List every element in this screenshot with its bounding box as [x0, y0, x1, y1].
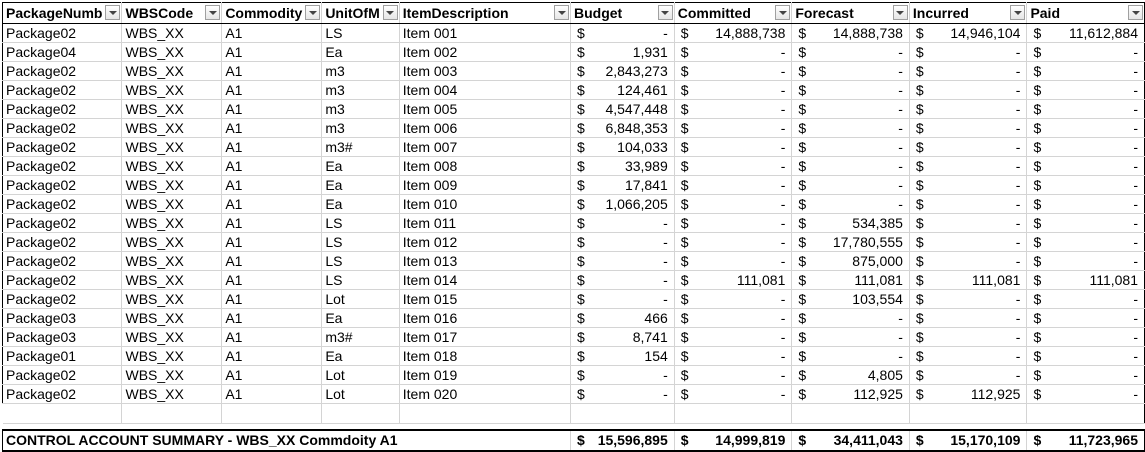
cell-incurred[interactable]: $ - [909, 81, 1027, 100]
cell-com[interactable]: A1 [222, 157, 322, 176]
cell-incurred[interactable]: $ - [909, 328, 1027, 347]
cell-committed[interactable]: $ - [674, 43, 792, 62]
table-row[interactable] [3, 43, 1145, 62]
table-row[interactable] [3, 309, 1145, 328]
cell-pkg[interactable]: Package02 [3, 176, 122, 195]
cell-forecast[interactable]: $ - [792, 138, 910, 157]
cell-wbs[interactable]: WBS_XX [122, 43, 222, 62]
table-row[interactable] [3, 233, 1145, 252]
cell-com[interactable]: A1 [222, 214, 322, 233]
table-row[interactable] [3, 385, 1145, 404]
cell-item[interactable]: Item 020 [399, 385, 570, 404]
cell-forecast[interactable]: $ 103,554 [792, 290, 910, 309]
cell-item[interactable]: Item 009 [399, 176, 570, 195]
cell-com[interactable]: A1 [222, 271, 322, 290]
cell-incurred[interactable]: $ - [909, 157, 1027, 176]
cell-wbs[interactable]: WBS_XX [122, 24, 222, 43]
cell-committed[interactable]: $ - [674, 100, 792, 119]
table-row[interactable] [3, 138, 1145, 157]
cell-item[interactable]: Item 007 [399, 138, 570, 157]
cell-item[interactable]: Item 017 [399, 328, 570, 347]
cell-paid[interactable]: $ - [1027, 290, 1145, 309]
column-header-label: Incurred [912, 5, 969, 21]
column-header[interactable] [571, 3, 675, 24]
header-row [3, 3, 1145, 24]
cell-forecast[interactable]: $ 875,000 [792, 252, 910, 271]
column-header-label: ItemDescription [402, 5, 509, 21]
cell-wbs[interactable]: WBS_XX [122, 271, 222, 290]
cell-incurred[interactable]: $ 112,925 [909, 385, 1027, 404]
column-header[interactable] [674, 3, 792, 24]
cell-pkg[interactable]: Package02 [3, 233, 122, 252]
column-header[interactable] [1027, 3, 1145, 24]
cell-budget[interactable]: $ 2,843,273 [571, 62, 675, 81]
cell-forecast[interactable]: $ - [792, 157, 910, 176]
cell-paid[interactable]: $ - [1027, 214, 1145, 233]
cell-paid[interactable]: $ - [1027, 62, 1145, 81]
cell-pkg[interactable]: Package03 [3, 309, 122, 328]
cell-budget[interactable]: $ - [571, 366, 675, 385]
table-row[interactable] [3, 328, 1145, 347]
column-header-label: Commodity [225, 5, 303, 21]
cell-incurred[interactable]: $ - [909, 290, 1027, 309]
summary-committed[interactable]: $ 14,999,819 [674, 430, 792, 451]
cell-forecast[interactable]: $ - [792, 347, 910, 366]
cell-com[interactable]: A1 [222, 195, 322, 214]
cell-budget[interactable]: $ 17,841 [571, 176, 675, 195]
cell-unit[interactable]: m3 [322, 100, 399, 119]
cell-com[interactable]: A1 [222, 347, 322, 366]
cell-com[interactable]: A1 [222, 100, 322, 119]
summary-forecast[interactable]: $ 34,411,043 [792, 430, 910, 451]
cell-paid[interactable]: $ - [1027, 328, 1145, 347]
cell-paid[interactable]: $ - [1027, 176, 1145, 195]
cell-unit[interactable]: LS [322, 271, 399, 290]
cell-item[interactable]: Item 005 [399, 100, 570, 119]
filter-dropdown-icon[interactable] [305, 5, 320, 20]
cell-incurred[interactable]: $ - [909, 347, 1027, 366]
cell-budget[interactable]: $ - [571, 24, 675, 43]
table-row[interactable] [3, 24, 1145, 43]
cell-committed[interactable]: $ - [674, 366, 792, 385]
column-header-label: UnitOfM [325, 5, 380, 21]
cell-paid[interactable]: $ 111,081 [1027, 271, 1145, 290]
cell-item[interactable]: Item 012 [399, 233, 570, 252]
cell-wbs[interactable]: WBS_XX [122, 290, 222, 309]
cell-item[interactable]: Item 019 [399, 366, 570, 385]
table-row[interactable] [3, 195, 1145, 214]
cell-budget[interactable]: $ 104,033 [571, 138, 675, 157]
cell-budget[interactable]: $ 1,066,205 [571, 195, 675, 214]
column-header[interactable] [122, 3, 222, 24]
cell-paid[interactable]: $ - [1027, 43, 1145, 62]
cell-item[interactable]: Item 010 [399, 195, 570, 214]
cell-com[interactable]: A1 [222, 62, 322, 81]
cell-paid[interactable]: $ 11,612,884 [1027, 24, 1145, 43]
cell-unit[interactable]: Ea [322, 43, 399, 62]
cell-forecast[interactable]: $ - [792, 43, 910, 62]
cell-item[interactable]: Item 011 [399, 214, 570, 233]
filter-dropdown-icon[interactable] [554, 5, 569, 20]
cell-pkg[interactable]: Package02 [3, 252, 122, 271]
cell-pkg[interactable]: Package02 [3, 24, 122, 43]
filter-dropdown-icon[interactable] [775, 5, 790, 20]
cell-pkg[interactable]: Package02 [3, 62, 122, 81]
cell-item[interactable]: Item 006 [399, 119, 570, 138]
table-row[interactable] [3, 271, 1145, 290]
filter-dropdown-icon[interactable] [658, 5, 673, 20]
filter-dropdown-icon[interactable] [205, 5, 220, 20]
cell-item[interactable]: Item 003 [399, 62, 570, 81]
table-row[interactable] [3, 81, 1145, 100]
cell-incurred[interactable]: $ - [909, 195, 1027, 214]
cell-budget[interactable]: $ 1,931 [571, 43, 675, 62]
column-header[interactable] [222, 3, 322, 24]
cell-com[interactable]: A1 [222, 176, 322, 195]
cell-pkg[interactable]: Package02 [3, 271, 122, 290]
cell-pkg[interactable]: Package02 [3, 81, 122, 100]
cell-pkg[interactable]: Package01 [3, 347, 122, 366]
cell-budget[interactable]: $ 154 [571, 347, 675, 366]
cell-com[interactable]: A1 [222, 233, 322, 252]
filter-dropdown-icon[interactable] [383, 5, 398, 20]
cell-incurred[interactable]: $ - [909, 366, 1027, 385]
cell-com[interactable]: A1 [222, 385, 322, 404]
cell-forecast[interactable]: $ - [792, 100, 910, 119]
cell-unit[interactable]: Lot [322, 385, 399, 404]
cell-wbs[interactable]: WBS_XX [122, 157, 222, 176]
cell-paid[interactable]: $ - [1027, 138, 1145, 157]
column-header-label: Paid [1030, 5, 1061, 21]
cell-wbs[interactable]: WBS_XX [122, 366, 222, 385]
cell-unit[interactable]: Ea [322, 195, 399, 214]
cell-incurred[interactable]: $ - [909, 138, 1027, 157]
cell-paid[interactable]: $ - [1027, 366, 1145, 385]
cell-unit[interactable]: m3# [322, 138, 399, 157]
cell-wbs[interactable]: WBS_XX [122, 214, 222, 233]
cell-unit[interactable]: LS [322, 24, 399, 43]
summary-incurred[interactable]: $ 15,170,109 [909, 430, 1027, 451]
cell-com[interactable]: A1 [222, 366, 322, 385]
cell-paid[interactable]: $ - [1027, 309, 1145, 328]
cell-wbs[interactable]: WBS_XX [122, 81, 222, 100]
cell-unit[interactable]: m3 [322, 62, 399, 81]
cell-paid[interactable]: $ - [1027, 119, 1145, 138]
cell-incurred[interactable]: $ 111,081 [909, 271, 1027, 290]
cell-incurred[interactable]: $ - [909, 119, 1027, 138]
cell-committed[interactable]: $ - [674, 62, 792, 81]
cell-budget[interactable]: $ 466 [571, 309, 675, 328]
cell-wbs[interactable]: WBS_XX [122, 309, 222, 328]
table-row[interactable] [3, 62, 1145, 81]
cell-item[interactable]: Item 004 [399, 81, 570, 100]
cell-paid[interactable]: $ - [1027, 100, 1145, 119]
cell-committed[interactable]: $ - [674, 385, 792, 404]
table-row[interactable] [3, 347, 1145, 366]
cell-com[interactable]: A1 [222, 81, 322, 100]
cell-committed[interactable]: $ - [674, 328, 792, 347]
cell-wbs[interactable]: WBS_XX [122, 62, 222, 81]
cell-committed[interactable]: $ - [674, 252, 792, 271]
cell-forecast[interactable]: $ 17,780,555 [792, 233, 910, 252]
cell-pkg[interactable]: Package04 [3, 43, 122, 62]
column-header[interactable] [909, 3, 1027, 24]
cell-com[interactable]: A1 [222, 290, 322, 309]
cell-budget[interactable]: $ 33,989 [571, 157, 675, 176]
cell-incurred[interactable]: $ - [909, 233, 1027, 252]
cell-com[interactable]: A1 [222, 138, 322, 157]
cell-pkg[interactable]: Package02 [3, 214, 122, 233]
cell-unit[interactable]: m3# [322, 328, 399, 347]
cell-incurred[interactable]: $ - [909, 43, 1027, 62]
cell-unit[interactable]: m3 [322, 81, 399, 100]
filter-dropdown-icon[interactable] [1010, 5, 1025, 20]
cell-wbs[interactable]: WBS_XX [122, 100, 222, 119]
column-header-label: PackageNumb [6, 5, 103, 21]
cell-item[interactable]: Item 001 [399, 24, 570, 43]
cell-pkg[interactable]: Package02 [3, 100, 122, 119]
column-header-label: Forecast [795, 5, 854, 21]
cell-committed[interactable]: $ - [674, 176, 792, 195]
cell-forecast[interactable]: $ - [792, 328, 910, 347]
cell-budget[interactable]: $ 6,848,353 [571, 119, 675, 138]
cell-paid[interactable]: $ - [1027, 385, 1145, 404]
cell-com[interactable]: A1 [222, 328, 322, 347]
cell-paid[interactable]: $ - [1027, 81, 1145, 100]
cell-wbs[interactable]: WBS_XX [122, 328, 222, 347]
filter-dropdown-icon[interactable] [105, 5, 120, 20]
cell-com[interactable]: A1 [222, 43, 322, 62]
cell-committed[interactable]: $ - [674, 290, 792, 309]
cell-budget[interactable]: $ - [571, 214, 675, 233]
cell-unit[interactable]: Lot [322, 366, 399, 385]
cell-forecast[interactable]: $ - [792, 176, 910, 195]
summary-row[interactable] [3, 430, 1145, 451]
cell-forecast[interactable]: $ - [792, 81, 910, 100]
cell-committed[interactable]: $ - [674, 195, 792, 214]
cell-committed[interactable]: $ 14,888,738 [674, 24, 792, 43]
cell-forecast[interactable]: $ - [792, 62, 910, 81]
filter-dropdown-icon[interactable] [893, 5, 908, 20]
cell-unit[interactable]: Ea [322, 309, 399, 328]
cell-pkg[interactable]: Package02 [3, 119, 122, 138]
cell-forecast[interactable]: $ - [792, 309, 910, 328]
cell-wbs[interactable]: WBS_XX [122, 252, 222, 271]
cell-incurred[interactable]: $ 14,946,104 [909, 24, 1027, 43]
cell-incurred[interactable]: $ - [909, 214, 1027, 233]
spreadsheet[interactable] [2, 2, 1145, 452]
cell-committed[interactable]: $ - [674, 157, 792, 176]
cell-pkg[interactable]: Package02 [3, 195, 122, 214]
cell-wbs[interactable]: WBS_XX [122, 347, 222, 366]
cell-wbs[interactable]: WBS_XX [122, 176, 222, 195]
cell-committed[interactable]: $ - [674, 138, 792, 157]
table-row[interactable] [3, 252, 1145, 271]
cell-budget[interactable]: $ - [571, 233, 675, 252]
cell-budget[interactable]: $ - [571, 271, 675, 290]
cell-committed[interactable]: $ - [674, 119, 792, 138]
cell-forecast[interactable]: $ - [792, 119, 910, 138]
cell-forecast[interactable]: $ 112,925 [792, 385, 910, 404]
table-row[interactable] [3, 100, 1145, 119]
column-header-label: Budget [574, 5, 623, 21]
cell-budget[interactable]: $ - [571, 252, 675, 271]
cell-unit[interactable]: LS [322, 252, 399, 271]
cell-forecast[interactable]: $ 4,805 [792, 366, 910, 385]
cell-unit[interactable]: LS [322, 233, 399, 252]
cell-budget[interactable]: $ 124,461 [571, 81, 675, 100]
cell-pkg[interactable]: Package02 [3, 366, 122, 385]
cell-com[interactable]: A1 [222, 24, 322, 43]
cell-wbs[interactable]: WBS_XX [122, 195, 222, 214]
cell-item[interactable]: Item 002 [399, 43, 570, 62]
cell-budget[interactable]: $ - [571, 290, 675, 309]
cell-unit[interactable]: m3 [322, 119, 399, 138]
cell-pkg[interactable]: Package02 [3, 157, 122, 176]
cell-committed[interactable]: $ - [674, 309, 792, 328]
cell-incurred[interactable]: $ - [909, 176, 1027, 195]
cell-budget[interactable]: $ 8,741 [571, 328, 675, 347]
column-header[interactable] [792, 3, 910, 24]
cell-wbs[interactable]: WBS_XX [122, 385, 222, 404]
cell-wbs[interactable]: WBS_XX [122, 233, 222, 252]
cell-incurred[interactable]: $ - [909, 100, 1027, 119]
summary-budget[interactable]: $ 15,596,895 [571, 430, 675, 451]
column-header[interactable] [3, 3, 122, 24]
cell-forecast[interactable]: $ 111,081 [792, 271, 910, 290]
cell-incurred[interactable]: $ - [909, 62, 1027, 81]
summary-label: CONTROL ACCOUNT SUMMARY - WBS_XX Commdoity A1 [3, 430, 571, 451]
cell-paid[interactable]: $ - [1027, 157, 1145, 176]
cell-item[interactable]: Item 008 [399, 157, 570, 176]
cell-committed[interactable]: $ - [674, 347, 792, 366]
cell-wbs[interactable]: WBS_XX [122, 138, 222, 157]
table-row[interactable] [3, 176, 1145, 195]
cell-pkg[interactable]: Package02 [3, 290, 122, 309]
cell-budget[interactable]: $ 4,547,448 [571, 100, 675, 119]
cell-forecast[interactable]: $ 534,385 [792, 214, 910, 233]
cell-unit[interactable]: Ea [322, 176, 399, 195]
table-row[interactable] [3, 366, 1145, 385]
cell-unit[interactable]: Ea [322, 347, 399, 366]
summary-paid[interactable]: $ 11,723,965 [1027, 430, 1145, 451]
cell-committed[interactable]: $ 111,081 [674, 271, 792, 290]
cell-com[interactable]: A1 [222, 119, 322, 138]
empty-row [3, 404, 1145, 424]
cell-committed[interactable]: $ - [674, 81, 792, 100]
cell-paid[interactable]: $ - [1027, 233, 1145, 252]
cell-unit[interactable]: LS [322, 214, 399, 233]
cell-com[interactable]: A1 [222, 252, 322, 271]
filter-dropdown-icon[interactable] [1128, 5, 1143, 20]
cell-item[interactable]: Item 018 [399, 347, 570, 366]
cell-paid[interactable]: $ - [1027, 347, 1145, 366]
column-header[interactable] [322, 3, 399, 24]
table-row[interactable] [3, 157, 1145, 176]
cell-incurred[interactable]: $ - [909, 252, 1027, 271]
column-header-label: Committed [677, 5, 751, 21]
cell-budget[interactable]: $ - [571, 385, 675, 404]
cell-forecast[interactable]: $ - [792, 195, 910, 214]
data-table[interactable] [2, 2, 1145, 452]
cell-wbs[interactable]: WBS_XX [122, 119, 222, 138]
cell-pkg[interactable]: Package02 [3, 138, 122, 157]
cell-unit[interactable]: Ea [322, 157, 399, 176]
cell-item[interactable]: Item 014 [399, 271, 570, 290]
cell-committed[interactable]: $ - [674, 214, 792, 233]
cell-item[interactable]: Item 015 [399, 290, 570, 309]
cell-paid[interactable]: $ - [1027, 252, 1145, 271]
cell-com[interactable]: A1 [222, 309, 322, 328]
table-row[interactable] [3, 290, 1145, 309]
table-row[interactable] [3, 214, 1145, 233]
column-header-label: WBSCode [125, 5, 194, 21]
cell-pkg[interactable]: Package02 [3, 385, 122, 404]
cell-unit[interactable]: Lot [322, 290, 399, 309]
cell-committed[interactable]: $ - [674, 233, 792, 252]
cell-forecast[interactable]: $ 14,888,738 [792, 24, 910, 43]
cell-incurred[interactable]: $ - [909, 309, 1027, 328]
column-header[interactable] [399, 3, 570, 24]
cell-item[interactable]: Item 016 [399, 309, 570, 328]
cell-paid[interactable]: $ - [1027, 195, 1145, 214]
table-row[interactable] [3, 119, 1145, 138]
cell-pkg[interactable]: Package03 [3, 328, 122, 347]
cell-item[interactable]: Item 013 [399, 252, 570, 271]
